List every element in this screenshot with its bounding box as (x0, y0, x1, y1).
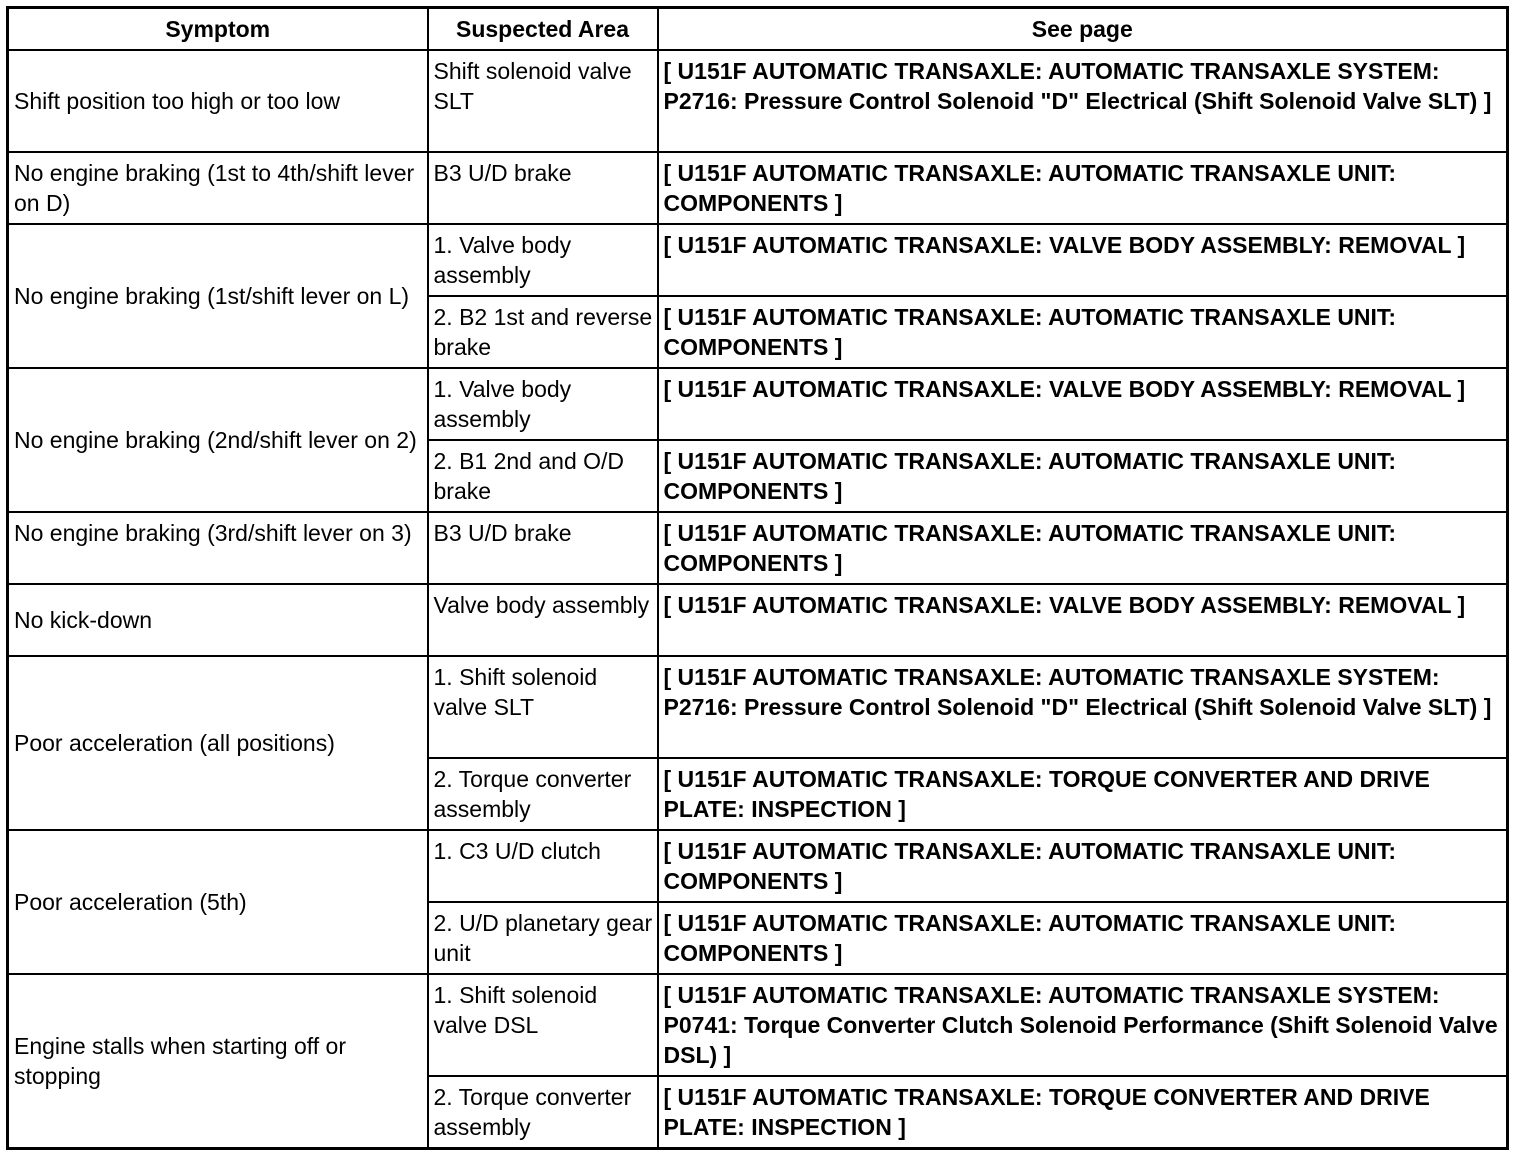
suspected-area-cell: B3 U/D brake (428, 152, 658, 224)
symptom-cell: Shift position too high or too low (8, 50, 428, 152)
header-symptom: Symptom (8, 8, 428, 51)
see-page-link[interactable]: [ U151F AUTOMATIC TRANSAXLE: AUTOMATIC TRANSAXLE UNIT: COMPONENTS ] (658, 440, 1508, 512)
suspected-area-cell: Shift solenoid valve SLT (428, 50, 658, 152)
see-page-link[interactable]: [ U151F AUTOMATIC TRANSAXLE: AUTOMATIC TRANSAXLE UNIT: COMPONENTS ] (658, 296, 1508, 368)
see-page-link[interactable]: [ U151F AUTOMATIC TRANSAXLE: VALVE BODY ASSEMBLY: REMOVAL ] (658, 368, 1508, 440)
suspected-area-cell: 1. Shift solenoid valve DSL (428, 974, 658, 1076)
header-row (8, 8, 1508, 51)
symptom-cell: No engine braking (3rd/shift lever on 3) (8, 512, 428, 584)
see-page-link[interactable]: [ U151F AUTOMATIC TRANSAXLE: AUTOMATIC TRANSAXLE SYSTEM: P2716: Pressure Control Solenoid "D" Electrical (Shift Solenoid Valve SLT) ] (658, 50, 1508, 152)
header-suspected-area: Suspected Area (428, 8, 658, 51)
table-row (8, 512, 1508, 584)
see-page-link[interactable]: [ U151F AUTOMATIC TRANSAXLE: TORQUE CONVERTER AND DRIVE PLATE: INSPECTION ] (658, 1076, 1508, 1149)
symptom-cell: Poor acceleration (all positions) (8, 656, 428, 830)
table-row (8, 50, 1508, 152)
symptom-cell: Poor acceleration (5th) (8, 830, 428, 974)
suspected-area-cell: 1. Valve body assembly (428, 368, 658, 440)
symptom-cell: No kick-down (8, 584, 428, 656)
see-page-link[interactable]: [ U151F AUTOMATIC TRANSAXLE: AUTOMATIC TRANSAXLE UNIT: COMPONENTS ] (658, 830, 1508, 902)
suspected-area-cell: Valve body assembly (428, 584, 658, 656)
see-page-link[interactable]: [ U151F AUTOMATIC TRANSAXLE: VALVE BODY ASSEMBLY: REMOVAL ] (658, 224, 1508, 296)
suspected-area-cell: B3 U/D brake (428, 512, 658, 584)
see-page-link[interactable]: [ U151F AUTOMATIC TRANSAXLE: AUTOMATIC TRANSAXLE UNIT: COMPONENTS ] (658, 152, 1508, 224)
table-row (8, 830, 1508, 902)
suspected-area-cell: 1. Valve body assembly (428, 224, 658, 296)
symptom-cell: No engine braking (1st to 4th/shift lever on D) (8, 152, 428, 224)
table-row (8, 152, 1508, 224)
see-page-link[interactable]: [ U151F AUTOMATIC TRANSAXLE: TORQUE CONVERTER AND DRIVE PLATE: INSPECTION ] (658, 758, 1508, 830)
see-page-link[interactable]: [ U151F AUTOMATIC TRANSAXLE: AUTOMATIC TRANSAXLE UNIT: COMPONENTS ] (658, 902, 1508, 974)
table-row (8, 368, 1508, 440)
table-row (8, 974, 1508, 1076)
symptom-table (6, 6, 1509, 1150)
suspected-area-cell: 2. B1 2nd and O/D brake (428, 440, 658, 512)
see-page-link[interactable]: [ U151F AUTOMATIC TRANSAXLE: AUTOMATIC TRANSAXLE SYSTEM: P0741: Torque Converter Clutch Solenoid Performance (Shift Solenoid Valve DSL) ] (658, 974, 1508, 1076)
see-page-link[interactable]: [ U151F AUTOMATIC TRANSAXLE: AUTOMATIC TRANSAXLE UNIT: COMPONENTS ] (658, 512, 1508, 584)
symptom-cell: No engine braking (1st/shift lever on L) (8, 224, 428, 368)
suspected-area-cell: 2. B2 1st and reverse brake (428, 296, 658, 368)
symptom-cell: No engine braking (2nd/shift lever on 2) (8, 368, 428, 512)
table-row (8, 224, 1508, 296)
header-see-page: See page (658, 8, 1508, 51)
suspected-area-cell: 2. Torque converter assembly (428, 1076, 658, 1149)
suspected-area-cell: 2. Torque converter assembly (428, 758, 658, 830)
see-page-link[interactable]: [ U151F AUTOMATIC TRANSAXLE: AUTOMATIC TRANSAXLE SYSTEM: P2716: Pressure Control Solenoid "D" Electrical (Shift Solenoid Valve SLT) ] (658, 656, 1508, 758)
suspected-area-cell: 1. C3 U/D clutch (428, 830, 658, 902)
see-page-link[interactable]: [ U151F AUTOMATIC TRANSAXLE: VALVE BODY ASSEMBLY: REMOVAL ] (658, 584, 1508, 656)
suspected-area-cell: 2. U/D planetary gear unit (428, 902, 658, 974)
symptom-cell: Engine stalls when starting off or stopping (8, 974, 428, 1149)
table-row (8, 656, 1508, 758)
suspected-area-cell: 1. Shift solenoid valve SLT (428, 656, 658, 758)
table-row (8, 584, 1508, 656)
